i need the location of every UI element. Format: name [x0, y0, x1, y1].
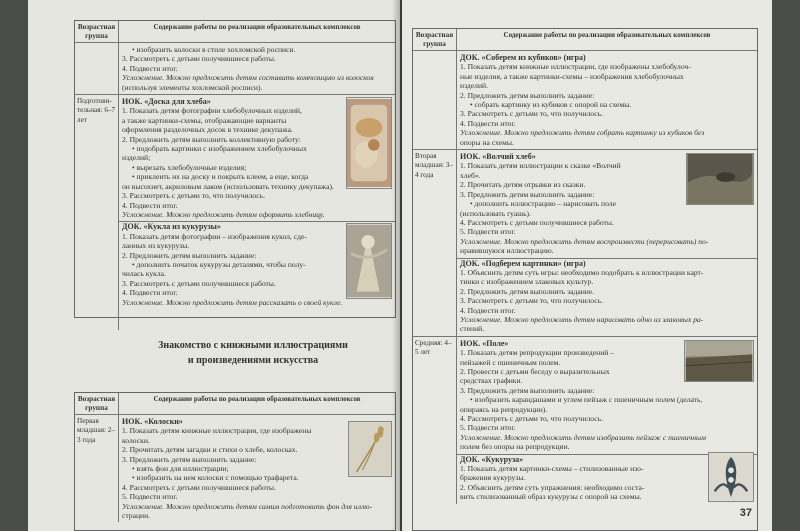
- content-line: он высохнет, акриловым лаком (использовать технику декупажа).: [122, 181, 334, 191]
- content-line: 5. Подвести итог.: [460, 227, 516, 237]
- content-line: 4. Рассмотреть с детьми получившиеся работы.: [122, 482, 276, 492]
- content-line: пейзажей с пшеничным полем.: [460, 357, 561, 367]
- content-line: 1. Показать детям картинки-схемы – стилизованные изо-: [460, 464, 644, 474]
- content-line: 4. Подвести итог.: [122, 200, 178, 210]
- age-header: Возрастная группа: [75, 393, 119, 414]
- content-line: 4. Рассмотреть с детьми то, что получилось.: [460, 414, 604, 424]
- page-number: 37: [739, 507, 752, 519]
- content-line: 1. Объяснить детям суть игры: необходимо подобрать к иллюстрации карт-: [460, 267, 704, 277]
- continued-content: [119, 43, 395, 94]
- content-line: • подобрать картинки с изображением хлебобулочных: [132, 144, 307, 154]
- activity-title: ИОК. «Доска для хлеба»: [122, 97, 211, 107]
- activity-title: ДОК. «Кукуруза»: [460, 454, 524, 464]
- wolf-bread-illustration: [686, 153, 754, 205]
- content-line: 3. Рассмотреть с детьми то, что получилось.: [460, 296, 604, 306]
- content-line: 1. Показать детям фотографии хлебобулочных изделий,: [122, 106, 302, 116]
- content-line: Усложнение. Можно предложить детям рассказать о своей кукле.: [122, 297, 343, 307]
- content-line: • дополнить иллюстрацию – нарисовать поле: [470, 199, 616, 209]
- content-line: хлеб».: [460, 170, 481, 180]
- content-line: Усложнение. Можно предложить детям составить композицию из колосков: [122, 73, 374, 83]
- content-line: Усложнение. Можно предложить детям самим подготовить фон для иллю-: [122, 501, 373, 511]
- content-header: Содержание работы по реализации образовательных комплексов: [153, 395, 361, 403]
- content-line: ные изделия, а также картинки-схемы – изображения хлебобулочных: [460, 71, 684, 81]
- content-line: нравившуюся иллюстрацию.: [460, 246, 554, 256]
- content-line: оформления разделочных досок в технике декупажа.: [122, 125, 293, 135]
- content-line: Усложнение. Можно предложить детям изобразить пейзаж с пшеничным: [460, 432, 706, 442]
- content-line: 3. Предложить детям выполнить задание:: [460, 385, 595, 395]
- age-cell: Вторая младшая: 3–4 года: [413, 150, 457, 336]
- content-line: 3. Предложить детям выполнить задание:: [122, 454, 257, 464]
- activity-title: ИОК. «Поле»: [460, 338, 509, 348]
- content-line: Усложнение. Можно предложить детям оформить хлебницу.: [122, 209, 325, 219]
- content-line: 2. Предложить детям выполнить коллективную работу:: [122, 134, 301, 144]
- content-line: 4. Подвести итог.: [460, 305, 516, 315]
- stylized-corn-image: [708, 452, 754, 502]
- content-line: 5. Подвести итог.: [460, 423, 516, 433]
- content-line: изделий;: [122, 153, 151, 163]
- content-line: 5. Подвести итог.: [122, 492, 178, 502]
- left-table-bottom: [74, 392, 396, 531]
- age-cell: Средняя: 4–5 лет: [413, 337, 457, 504]
- content-line: 3. Рассмотреть с детьми то, что получилось.: [460, 109, 604, 119]
- activity-title: ДОК. «Кукла из кукурузы»: [122, 222, 221, 232]
- content-line: 4. Подвести итог.: [460, 118, 516, 128]
- content-line: 3. Предложить детям выполнить задание:: [460, 189, 595, 199]
- content-line: 2. Предложить детям выполнить задание:: [460, 90, 595, 100]
- content-line: Усложнение. Можно предложить детям воспроизвести (перерисовать) по-: [460, 236, 709, 246]
- pick-block: [460, 259, 754, 334]
- content-line: тинки с изображением злаковых культур.: [460, 277, 594, 287]
- table-row: [75, 42, 395, 94]
- content-line: 1. Показать детям книжные иллюстрации, где изображены хлебобулоч-: [460, 62, 691, 72]
- content-line: (используя элементы хохломской росписи).: [122, 82, 263, 92]
- corn-doll-photo: [346, 223, 392, 299]
- content-line: 1. Показать детям книжные иллюстрации, где изображены: [122, 426, 312, 436]
- content-line: ланных из кукурузы.: [122, 241, 190, 251]
- content-line: бражения кукурузы.: [460, 473, 526, 483]
- content-line: страции.: [122, 511, 151, 521]
- content-line: 1. Показать детям репродукции произведений –: [460, 348, 615, 358]
- content-line: • собрать картинку из кубиков с опорой на схемы.: [470, 100, 632, 110]
- content-line: 2. Прочитать детям загадки и стихи о хлебе, колосках.: [122, 445, 298, 455]
- age-header: Возрастная группа: [413, 29, 457, 50]
- table-header: [75, 393, 395, 414]
- right-page: [402, 0, 772, 531]
- content-line: • дополнить початок кукурузы деталями, чтобы полу-: [132, 259, 306, 269]
- age-header: Возрастная группа: [75, 21, 119, 42]
- table-row: [75, 94, 395, 330]
- table-row: [413, 149, 757, 336]
- content-line: опираясь на репродукции).: [460, 404, 548, 414]
- right-table: [412, 28, 758, 531]
- content-line: Усложнение. Можно предложить детям нарисовать одно из злаковых ра-: [460, 314, 704, 324]
- content-line: 1. Показать детям фотографии – изображения кукол, сде-: [122, 231, 307, 241]
- left-table-top: [74, 20, 396, 318]
- content-line: 2. Провести с детьми беседу о выразительных: [460, 367, 610, 376]
- table-header: [413, 29, 757, 50]
- table-row: [75, 414, 395, 522]
- activity-title: ДОК. «Соберем из кубиков» (игра): [460, 53, 586, 62]
- content-line: чилась кукла.: [122, 269, 166, 279]
- content-line: 4. Рассмотреть с детьми получившиеся работы.: [460, 217, 614, 227]
- wheat-field-painting: [684, 340, 754, 382]
- table-header: [75, 21, 395, 42]
- content-line: изделий.: [460, 81, 488, 91]
- content-line: 4. Подвести итог.: [122, 288, 178, 298]
- activity-title: ИОК. «Колоски»: [122, 417, 183, 426]
- content-line: опоры на схемы.: [460, 137, 514, 147]
- content-header: Содержание работы по реализации образовательных комплексов: [503, 31, 711, 39]
- content-line: 1. Показать детям иллюстрации к сказке «Волчий: [460, 161, 621, 171]
- content-line: • приклеить их на доску и покрыть клеем, а еще, когда: [132, 172, 309, 182]
- content-line: полем без опоры на репродукции.: [460, 442, 570, 452]
- content-line: а также картинки-схемы, отображающие варианты: [122, 115, 287, 125]
- content-line: (использовать гуашь).: [460, 208, 531, 218]
- content-header: Содержание работы по реализации образовательных комплексов: [153, 23, 361, 31]
- content-line: колоски.: [122, 435, 150, 445]
- bread-board-photo: [346, 97, 392, 189]
- age-cell: Первая младшая: 2–3 года: [75, 415, 119, 522]
- table-row: [413, 50, 757, 149]
- content-line: 2. Предложить детям выполнить задание.: [460, 286, 595, 296]
- content-line: 2. Прочитать детям отрывки из сказки.: [460, 180, 586, 190]
- content-line: средствах графики.: [460, 376, 523, 386]
- age-cell: Подготови-тельная: 6–7 лет: [75, 95, 119, 330]
- content-line: 3. Рассмотреть с детьми получившиеся работы.: [122, 54, 276, 64]
- content-line: • изобразить на нем колоски с помощью трафарета.: [132, 473, 299, 483]
- activity-title: ИОК. «Волчий хлеб»: [460, 152, 536, 162]
- left-page: [28, 0, 400, 531]
- content-line: 2. Предложить детям выполнить задание:: [122, 250, 257, 260]
- content-line: 4. Подвести итог.: [122, 63, 178, 73]
- wheat-ears-photo: [348, 421, 392, 477]
- content-line: 3. Рассмотреть с детьми то, что получилось.: [122, 191, 266, 201]
- content-line: 3. Рассмотреть с детьми получившиеся работы.: [122, 278, 276, 288]
- content-line: • изобразить колоски в стиле хохломской росписи.: [132, 45, 296, 54]
- content-line: стений.: [460, 324, 485, 334]
- content-line: 2. Объяснить детям суть упражнения: необходимо соста-: [460, 482, 645, 492]
- content-line: • изобразить карандашами и углем пейзаж с пшеничным полем (делать,: [470, 395, 703, 405]
- section-title: Знакомство с книжными иллюстрациями и произведениями искусства: [158, 340, 348, 366]
- content-line: • вырезать хлебобулочные изделия;: [132, 162, 247, 172]
- content-line: • взять фон для иллюстрации;: [132, 464, 229, 474]
- table-row: [413, 336, 757, 504]
- content-line: Усложнение. Можно предложить детям собрать картинку из кубиков без: [460, 128, 705, 138]
- content-line: вить стилизованный образ кукурузы с опорой на схемы.: [460, 492, 642, 502]
- activity-title: ДОК. «Подберем картинки» (игра): [460, 258, 586, 268]
